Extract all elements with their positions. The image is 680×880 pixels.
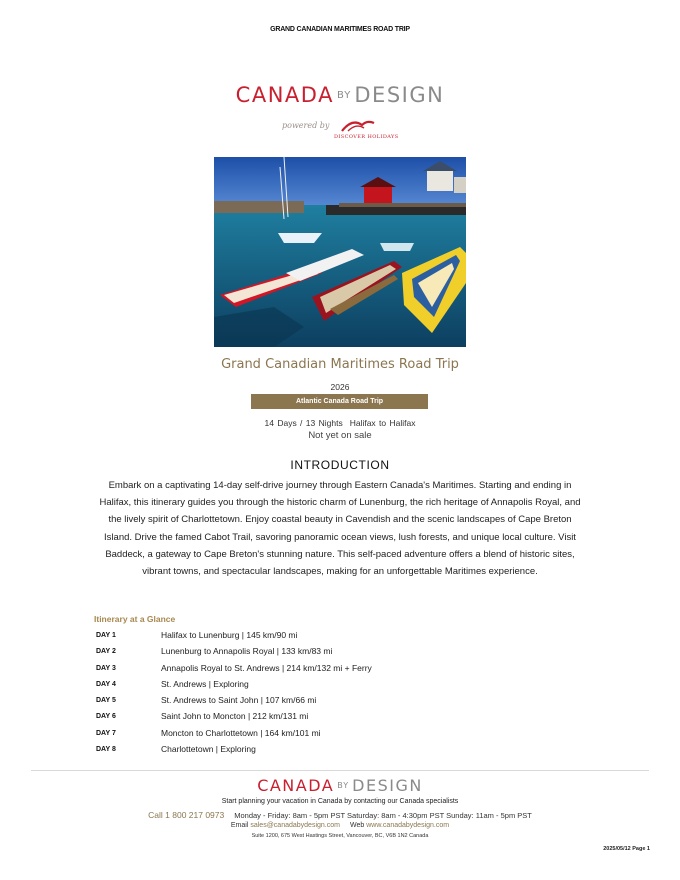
itinerary-day: DAY 8 xyxy=(96,746,116,754)
discover-holidays-mark-icon xyxy=(340,117,380,133)
trip-title: Grand Canadian Maritimes Road Trip xyxy=(221,357,459,372)
running-head: GRAND CANADIAN MARITIMES ROAD TRIP xyxy=(270,26,410,33)
footer-phone-link[interactable]: Call 1 800 217 0973 xyxy=(148,810,225,820)
trip-meta xyxy=(0,418,680,428)
itinerary-day: DAY 2 xyxy=(96,648,116,656)
trip-year: 2026 xyxy=(330,382,350,392)
powered-by-text: powered by xyxy=(282,121,330,130)
harbour-boats-photo xyxy=(214,157,466,347)
itinerary-desc: Charlottetown | Exploring xyxy=(161,744,256,755)
trip-route: Halifax to Halifax xyxy=(349,418,416,428)
itinerary-row xyxy=(96,662,576,678)
itinerary-row xyxy=(96,678,576,694)
itinerary-day: DAY 3 xyxy=(96,664,116,672)
itinerary-desc: Saint John to Moncton | 212 km/131 mi xyxy=(161,711,309,722)
itinerary-row xyxy=(96,743,576,759)
footer-contact xyxy=(0,810,680,820)
itinerary-day: DAY 7 xyxy=(96,729,116,737)
itinerary-desc: Lunenburg to Annapolis Royal | 133 km/83 mi xyxy=(161,646,333,657)
intro-heading: INTRODUCTION xyxy=(290,458,390,472)
trip-category-badge: Atlantic Canada Road Trip xyxy=(251,394,428,409)
logo-word-canada: CANADA xyxy=(235,83,334,107)
trip-sale-status: Not yet on sale xyxy=(308,430,372,441)
powered-by-brand: DISCOVER HOLIDAYS xyxy=(334,134,399,140)
itinerary-day: DAY 5 xyxy=(96,697,116,705)
brand-logo xyxy=(0,83,680,107)
logo-word-design: DESIGN xyxy=(354,83,445,107)
itinerary-desc: St. Andrews to Saint John | 107 km/66 mi xyxy=(161,695,317,706)
itinerary-row xyxy=(96,710,576,726)
itinerary-desc: Moncton to Charlottetown | 164 km/101 mi xyxy=(161,727,321,738)
footer-hours: Monday - Friday: 8am - 5pm PST Saturday: 8am - 4:30pm PST Sunday: 11am - 5pm PST xyxy=(234,811,532,820)
itinerary-desc: St. Andrews | Exploring xyxy=(161,678,249,689)
itinerary-row xyxy=(96,645,576,661)
footer-email-link[interactable]: sales@canadabydesign.com xyxy=(250,822,340,829)
itinerary-row xyxy=(96,727,576,743)
footer-brand-logo xyxy=(0,776,680,795)
logo-word-design: DESIGN xyxy=(352,776,423,795)
itinerary-list xyxy=(96,629,576,759)
footer-web-link[interactable]: www.canadabydesign.com xyxy=(366,822,450,829)
intro-body: Embark on a captivating 14-day self-drive journey through Eastern Canada's Maritimes. Starting and ending in Halifax, this itinerary guides you through the historic charm of Lunenburg, the rich heritage of Annapolis Royal, and the lively spirit of Charlottetown. Enjoy coastal beauty in Cavendish and the scenic landscapes of Cape Breton Island. Drive the famed Cabot Trail, savoring panoramic ocean views, lush forests, and unique local culture. Visit Baddeck, a gateway to Cape Breton's stunning nature. This self-paced adventure offers a blend of historic sites, vibrant towns, and spectacular landscapes, making for an unforgettable Maritimes experience. xyxy=(99,480,581,578)
powered-by-logo xyxy=(282,117,402,143)
itinerary-desc: Annapolis Royal to St. Andrews | 214 km/132 mi + Ferry xyxy=(161,662,372,673)
logo-word-canada: CANADA xyxy=(257,776,335,795)
hero-image xyxy=(214,157,466,347)
footer-links xyxy=(0,822,680,829)
footer-tagline: Start planning your vacation in Canada by contacting our Canada specialists xyxy=(221,798,459,805)
itinerary-day: DAY 6 xyxy=(96,713,116,721)
itinerary-row xyxy=(96,694,576,710)
itinerary-row xyxy=(96,629,576,645)
footer-web-label: Web xyxy=(349,822,365,829)
trip-duration: 14 Days / 13 Nights xyxy=(264,418,343,428)
logo-word-by: BY xyxy=(337,781,350,790)
logo-word-by: BY xyxy=(336,90,352,101)
itinerary-glance-heading: Itinerary at a Glance xyxy=(94,614,176,624)
itinerary-day: DAY 4 xyxy=(96,680,116,688)
footer-divider xyxy=(31,770,649,771)
footer-address: Suite 1200, 675 West Hastings Street, Vancouver, BC, V6B 1N2 Canada xyxy=(251,833,429,839)
itinerary-day: DAY 1 xyxy=(96,632,116,639)
footer-email-label: Email xyxy=(230,822,249,829)
page-stamp: 2025/05/12 Page 1 xyxy=(603,846,650,852)
itinerary-desc: Halifax to Lunenburg | 145 km/90 mi xyxy=(161,630,298,640)
